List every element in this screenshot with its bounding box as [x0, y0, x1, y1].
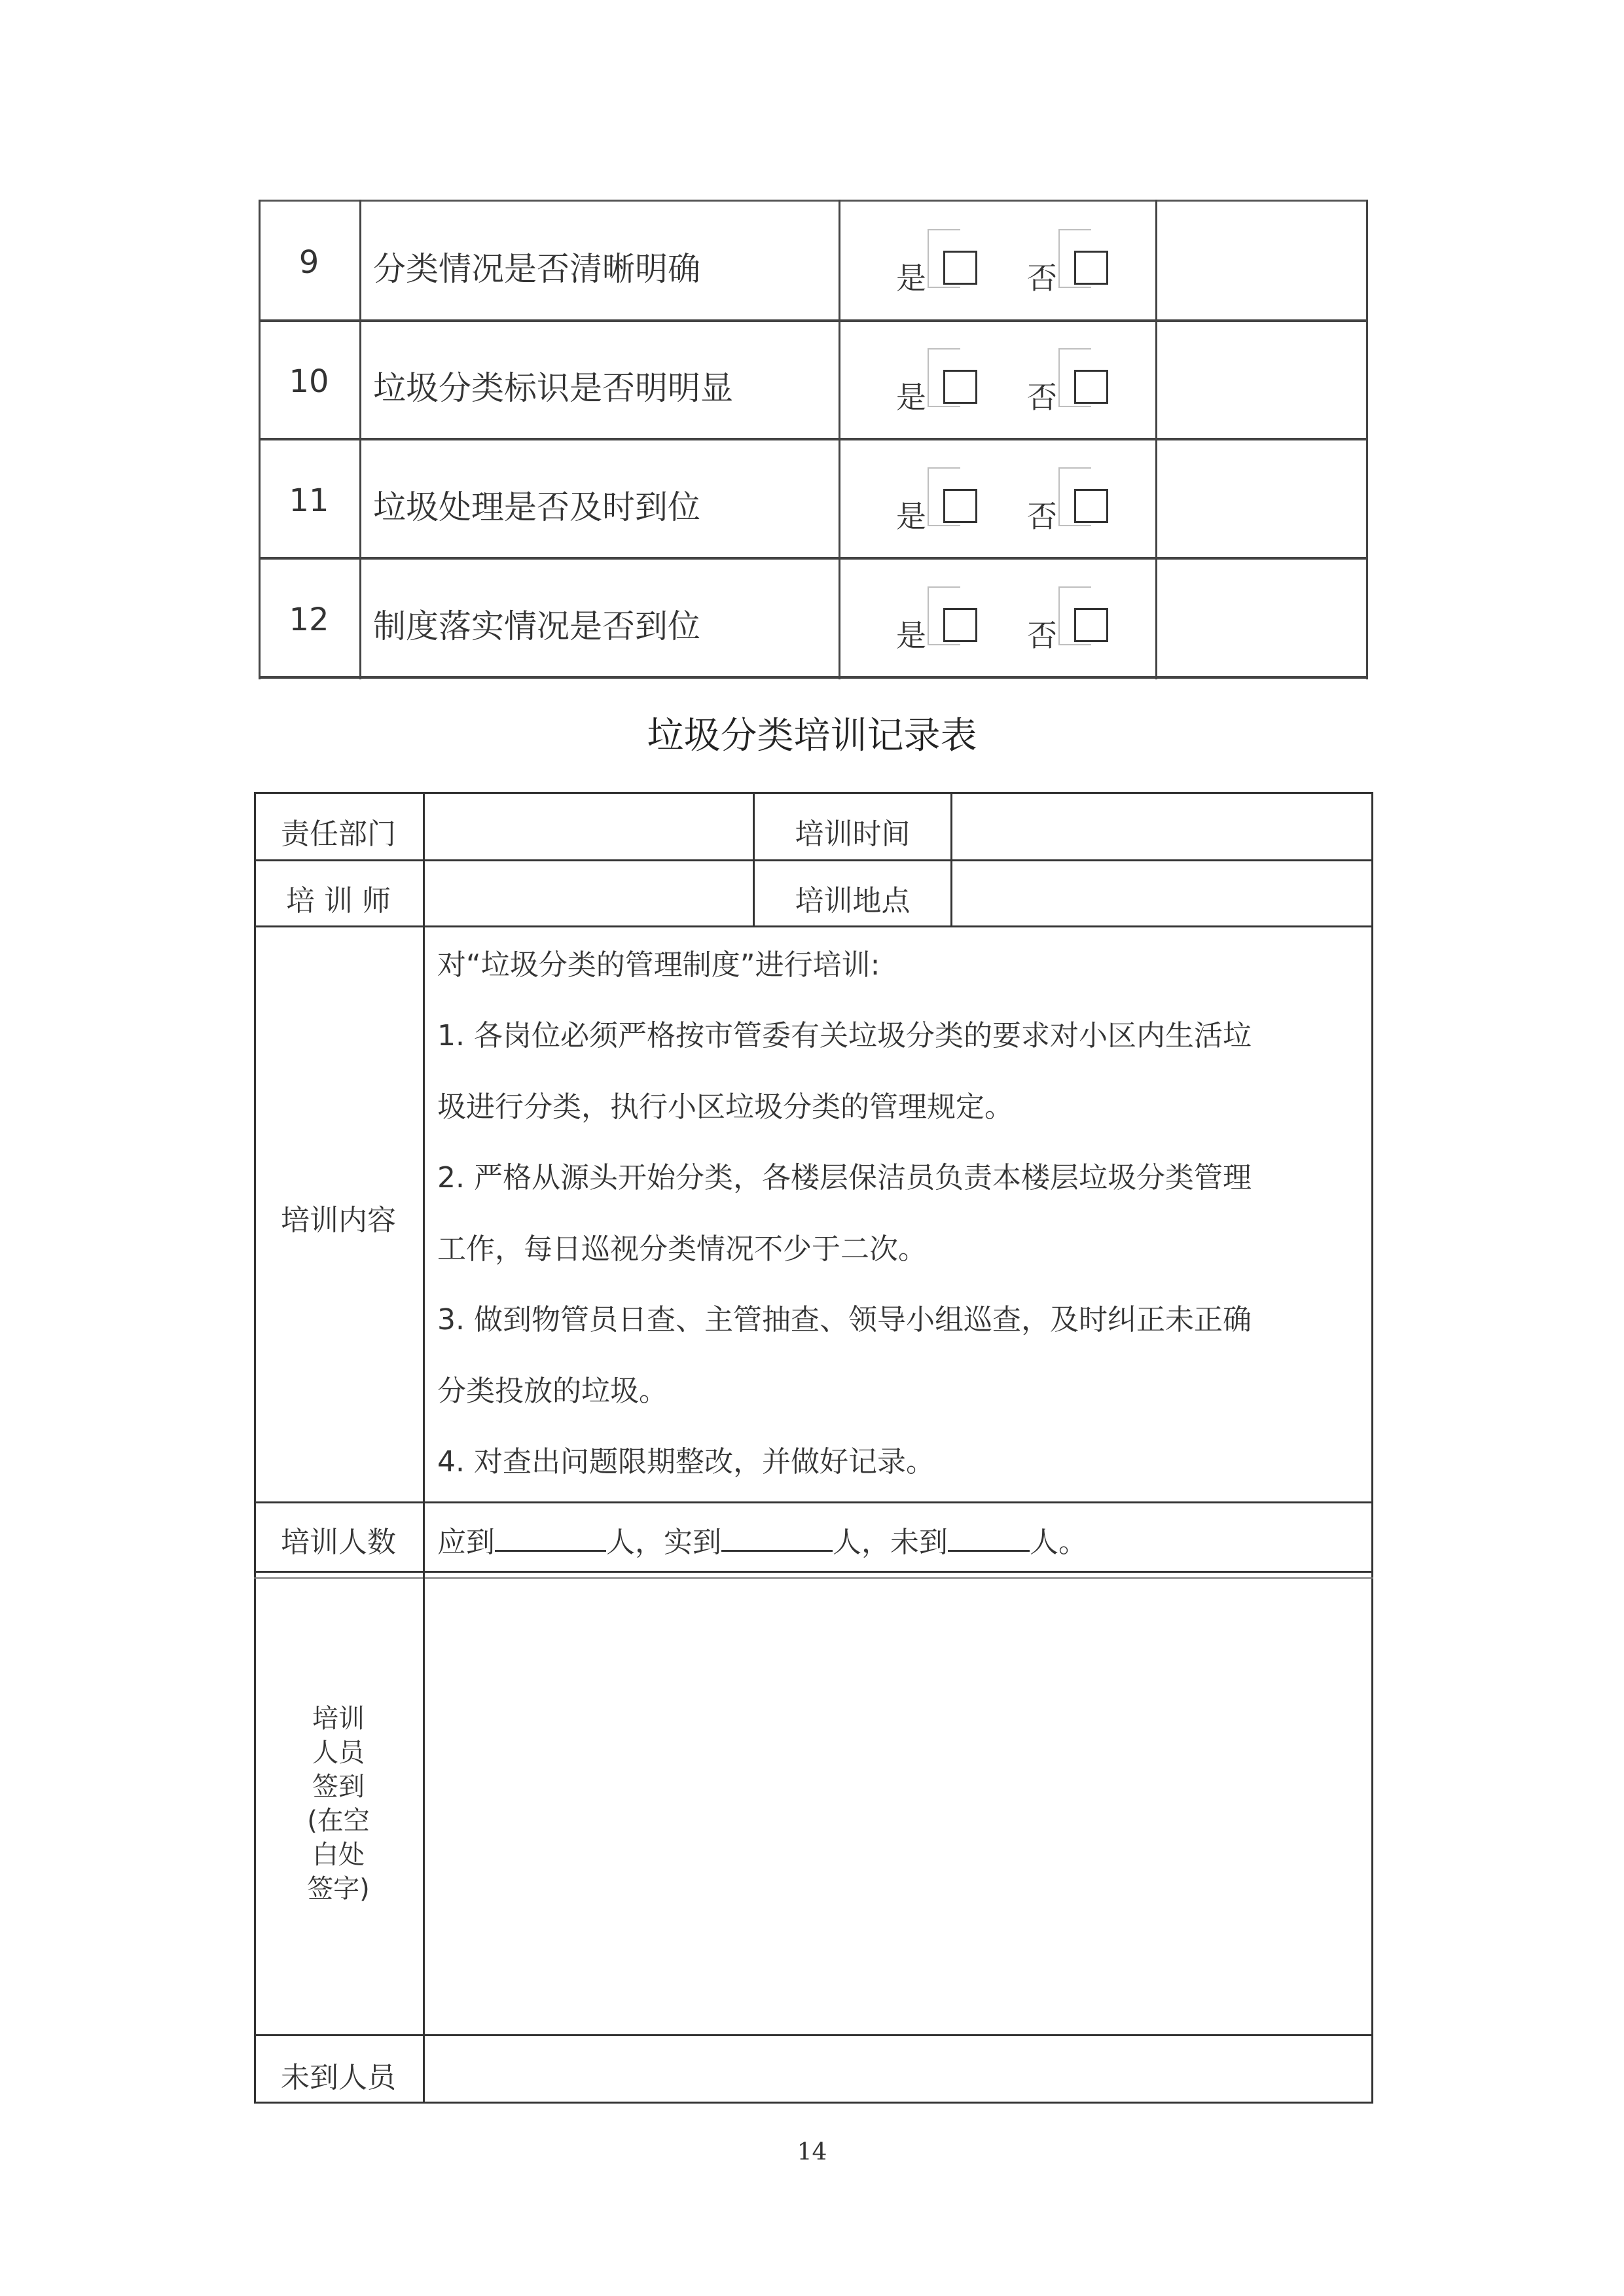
checklist-table [259, 200, 1368, 679]
actual-count-field[interactable] [721, 1530, 833, 1552]
row-item-text: 垃圾分类标识是否明明显 [373, 369, 733, 407]
content-line: 4. 对查出问题限期整改，并做好记录。 [437, 1445, 935, 1479]
yes-label: 是 [896, 499, 926, 534]
content-line: 1. 各岗位必须严格按市管委有关垃圾分类的要求对小区内生活垃 [437, 1019, 1252, 1052]
form-right-border [1371, 792, 1373, 2104]
row-divider [254, 1571, 1373, 1573]
sign-label-line: (在空 [307, 1806, 370, 1836]
table-bottom-border [259, 676, 1368, 679]
content-line: 分类投放的垃圾。 [437, 1374, 668, 1408]
row-divider [254, 859, 1373, 861]
content-line: 3. 做到物管员日查、主管抽查、领导小组巡查，及时纠正未正确 [437, 1303, 1252, 1336]
sign-in-label [254, 1702, 423, 1906]
row-divider [259, 557, 1368, 560]
row-number: 12 [289, 601, 329, 638]
count-label: 培训人数 [281, 1526, 396, 1559]
yes-checkbox[interactable] [943, 608, 977, 642]
trainer-label: 培 训 师 [286, 884, 391, 918]
no-label: 否 [1027, 618, 1057, 653]
absent-text: 人，未到 [833, 1526, 948, 1559]
place-label: 培训地点 [795, 884, 911, 918]
no-label: 否 [1027, 499, 1057, 534]
form-bottom-border [254, 2102, 1373, 2104]
sign-label-line: 培训 [312, 1704, 365, 1734]
yes-checkbox[interactable] [943, 370, 977, 404]
table-top-border [259, 200, 1368, 202]
no-checkbox[interactable] [1074, 251, 1108, 285]
content-line: 圾进行分类，执行小区垃圾分类的管理规定。 [437, 1090, 1013, 1124]
absent-count-field[interactable] [948, 1530, 1030, 1552]
yes-label: 是 [896, 380, 926, 415]
unit-text: 人。 [1030, 1526, 1087, 1559]
no-label: 否 [1027, 260, 1057, 296]
yes-checkbox[interactable] [943, 489, 977, 523]
page-number: 14 [797, 2139, 827, 2166]
sign-label-line: 人员 [312, 1738, 365, 1768]
dept-field[interactable] [427, 795, 751, 859]
time-label: 培训时间 [795, 817, 911, 851]
row-item-text: 垃圾处理是否及时到位 [373, 488, 700, 526]
form-left-border [254, 792, 256, 2104]
form-top-border [254, 792, 1373, 794]
no-checkbox[interactable] [1074, 608, 1108, 642]
yes-label: 是 [896, 260, 926, 296]
row-number: 9 [298, 244, 319, 281]
row-divider [259, 319, 1368, 322]
content-label: 培训内容 [281, 1204, 396, 1237]
row-item-text: 制度落实情况是否到位 [373, 607, 700, 645]
row-item-text: 分类情况是否清晰明确 [373, 250, 700, 288]
signature-area[interactable] [427, 1580, 1369, 2033]
row-number: 11 [289, 482, 329, 519]
row-divider [254, 1501, 1373, 1503]
attendance-count-line [437, 1518, 1087, 1560]
form-title: 垃圾分类培训记录表 [647, 715, 977, 757]
yes-label: 是 [896, 618, 926, 653]
expected-count-field[interactable] [495, 1530, 606, 1552]
label-column-divider [423, 792, 425, 2104]
content-line: 工作，每日巡视分类情况不少于二次。 [437, 1232, 927, 1266]
row-divider [254, 2034, 1373, 2036]
absent-label: 未到人员 [281, 2061, 396, 2094]
actual-text: 人，实到 [606, 1526, 721, 1559]
row-number: 10 [289, 363, 329, 400]
no-checkbox[interactable] [1074, 489, 1108, 523]
expected-text: 应到 [437, 1526, 495, 1559]
row-divider [259, 438, 1368, 440]
sign-label-line: 白处 [312, 1840, 365, 1870]
row-divider [254, 925, 1373, 927]
place-field[interactable] [953, 862, 1369, 925]
absent-field[interactable] [427, 2037, 1369, 2101]
column-divider [950, 792, 952, 927]
content-line: 2. 严格从源头开始分类，各楼层保洁员负责本楼层垃圾分类管理 [437, 1161, 1252, 1194]
no-label: 否 [1027, 380, 1057, 415]
row-divider-double [254, 1577, 1373, 1579]
time-field[interactable] [953, 795, 1369, 859]
no-checkbox[interactable] [1074, 370, 1108, 404]
sign-label-line: 签字) [307, 1874, 370, 1904]
dept-label: 责任部门 [281, 817, 396, 851]
sign-label-line: 签到 [312, 1772, 365, 1802]
content-line: 对“垃圾分类的管理制度”进行培训: [437, 948, 880, 982]
training-record-form [254, 792, 1373, 2104]
yes-checkbox[interactable] [943, 251, 977, 285]
trainer-field[interactable] [427, 862, 751, 925]
